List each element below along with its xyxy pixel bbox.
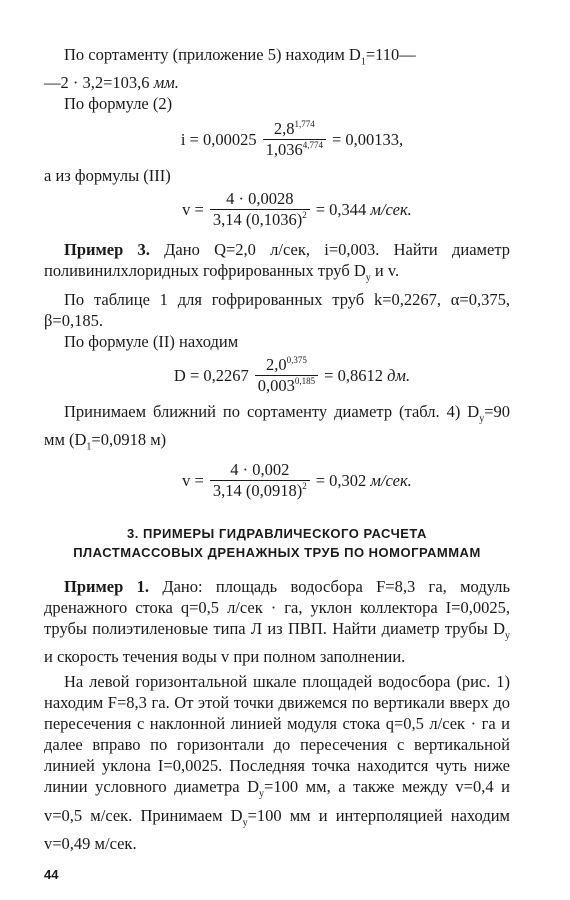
- example-label: Пример 1.: [64, 577, 149, 597]
- numerator: 4 · 0,0028: [226, 189, 294, 209]
- formula-lhs: v =: [182, 471, 204, 491]
- fraction: [255, 356, 318, 395]
- fraction: [210, 461, 310, 500]
- formula-rhs: = 0,00133,: [331, 130, 404, 150]
- denominator: 3,14 $(0,1036)^2$: [210, 209, 310, 229]
- formula-rhs: = 0,8612: [324, 365, 383, 385]
- example-3: Пример 3. Дано Q=2,0 л/сек, i=0,003. Найти диаметр поливинилхлоридных гофрированных труб $D_у$ и v.: [44, 240, 510, 284]
- numerator: 2,8$^{1,774}$: [273, 119, 315, 139]
- subscript: 1: [360, 56, 366, 68]
- formula-v1: [84, 190, 510, 229]
- page-content: [44, 44, 510, 885]
- paragraph-formula-ii: По формуле (II) находим: [64, 331, 239, 351]
- formula-lhs: D = 0,2267: [173, 365, 249, 385]
- heading-line: 3. ПРИМЕРЫ ГИДРАВЛИЧЕСКОГО РАСЧЕТА: [127, 526, 427, 542]
- fraction: [263, 120, 326, 159]
- fraction: [210, 190, 310, 229]
- formula-v2: [84, 461, 510, 500]
- text: По сортаменту (приложение 5) находим D: [64, 45, 361, 64]
- numerator: 4 · 0,002: [230, 460, 290, 480]
- example-label: Пример 3.: [64, 240, 150, 260]
- formula-rhs: = 0,302: [315, 471, 367, 491]
- paragraph-accept-diameter: Принимаем ближний по сортаменту диаметр (табл. 4) $D_у=90$ мм ($D_1=0,0918$ м): [44, 401, 510, 453]
- heading-line: ПЛАСТМАССОВЫХ ДРЕНАЖНЫХ ТРУБ ПО НОМОГРАММАМ: [73, 545, 481, 561]
- formula-lhs: i = 0,00025: [180, 130, 257, 150]
- paragraph-formula-ref: По формуле (2): [64, 94, 173, 114]
- text: Дано Q=2,0 л/сек, i=0,003. Найти диаметр поливинилхлоридных гофрированных труб D: [44, 240, 510, 281]
- unit: дм.: [387, 365, 411, 385]
- text: =110—: [365, 45, 416, 64]
- unit: м/сек.: [370, 471, 412, 491]
- paragraph-nomogram: На левой горизонтальной шкале площадей водосбора (рис. 1) находим F=8,3 га. От этой точки движемся по вертикали вверх до пересечения с наклонной линией модуля стока q=0,5 л/сек · га и далее вправо по горизонтали до пересечения с вертикальной линией уклона I=0,0025. Последняя точка находится чуть ниже линии условного диаметра $D_у=100$ мм, а также между v=0,4 и v=0,5 м/сек. Принимаем $D_у=100$ мм и интерполяцией находим v=0,49 м/сек.: [44, 672, 510, 854]
- paragraph-sortament: [44, 44, 510, 93]
- numerator: 2,0$^{0,375}$: [266, 354, 307, 374]
- formula-d: [74, 356, 510, 395]
- denominator: 3,14 $(0,0918)^2$: [210, 480, 310, 500]
- formula-i: [74, 120, 510, 159]
- denominator: 1,036$^{4,774}$: [263, 139, 326, 159]
- paragraph-formula-iii: а из формулы (III): [44, 166, 171, 186]
- formula-rhs: = 0,344: [315, 200, 367, 220]
- text: —2 · 3,2=103,6: [44, 73, 150, 93]
- unit: м/сек.: [370, 200, 412, 220]
- paragraph-table1: По таблице 1 для гофрированных труб k=0,2267, α=0,375, β=0,185.: [44, 289, 510, 330]
- section-heading: [44, 524, 510, 562]
- example-1: Пример 1. Дано: площадь водосбора F=8,3 га, модуль дренажного стока q=0,5 л/сек · га, уклон коллектора I=0,0025, трубы полиэтиленовые типа Л из ПВП. Найти диаметр трубы $D_у$ и скорость течения воды v при полном заполнении.: [44, 577, 510, 667]
- page-number: 44: [44, 867, 59, 883]
- formula-lhs: v =: [182, 200, 204, 220]
- unit: мм.: [153, 73, 179, 93]
- text: и v.: [374, 261, 400, 281]
- denominator: 0,003$^{0,185}$: [255, 375, 318, 395]
